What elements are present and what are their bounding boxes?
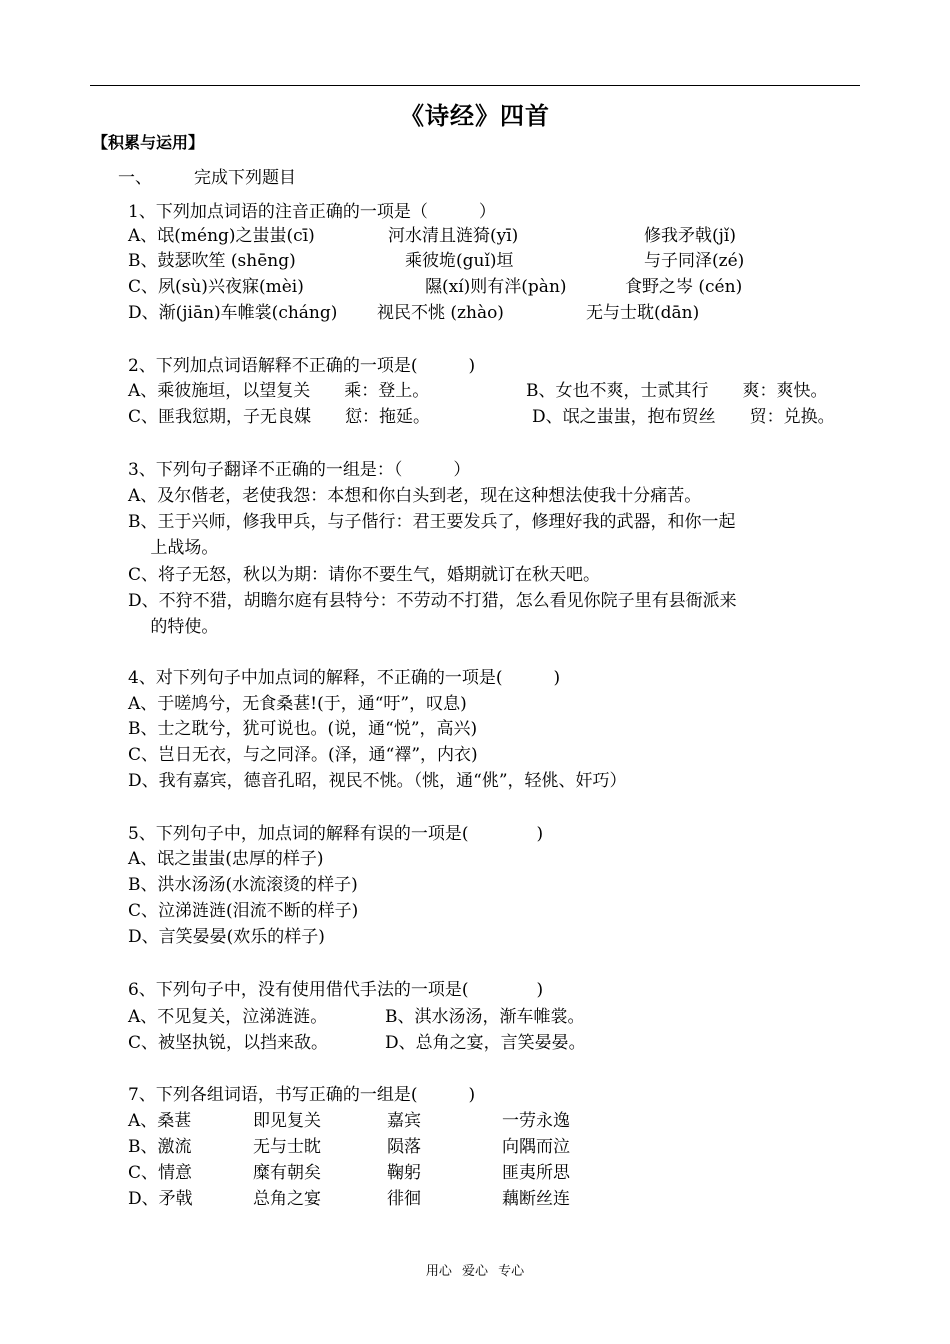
question-7-stem: 7、下列各组词语，书写正确的一组是( )	[128, 1085, 476, 1105]
q3-option-b-cont: 上战场。	[128, 538, 219, 558]
q1-option-a-1: A、氓(méng)之蚩蚩(cī)	[128, 226, 315, 246]
q1-option-a-3: 修我矛戟(jǐ)	[644, 226, 736, 246]
question-1-stem: 1、下列加点词语的注音正确的一项是（ ）	[128, 202, 496, 222]
q7-option-a-2: 即见复关	[253, 1111, 321, 1131]
q4-option-c: C、岂日无衣，与之同泽。(泽，通“襗”，内衣)	[128, 745, 478, 765]
q7-option-d-4: 藕断丝连	[502, 1189, 570, 1209]
question-5-stem: 5、下列句子中，加点词的解释有误的一项是( )	[128, 824, 544, 844]
q5-option-d: D、言笑晏晏(欢乐的样子)	[128, 927, 325, 947]
question-3-stem: 3、下列句子翻译不正确的一组是：（ ）	[128, 460, 471, 480]
q2-option-a: A、乘彼施垣，以望复关 乘：登上。	[128, 381, 430, 401]
q2-option-c: C、匪我愆期，子无良媒 愆：拖延。	[128, 407, 431, 427]
header-rule	[90, 85, 860, 86]
page-footer: 用心 爱心 专心	[425, 1264, 525, 1279]
q6-option-d: D、总角之宴，言笑晏晏。	[385, 1033, 586, 1053]
question-4-stem: 4、对下列句子中加点词的解释，不正确的一项是( )	[128, 668, 561, 688]
q1-option-c-1: C、夙(sù)兴夜寐(mèi)	[128, 277, 304, 297]
q7-option-a-4: 一劳永逸	[502, 1111, 570, 1131]
q6-option-b: B、淇水汤汤，渐车帷裳。	[385, 1007, 585, 1027]
q5-option-b: B、洪水汤汤(水流滚烫的样子)	[128, 875, 358, 895]
q2-option-b: B、女也不爽，士贰其行 爽：爽快。	[526, 381, 828, 401]
q1-option-a-2: 河水清且涟猗(yī)	[388, 226, 519, 246]
q5-option-a: A、氓之蚩蚩(忠厚的样子)	[128, 849, 324, 869]
q1-option-d-1: D、渐(jiān)车帷裳(cháng)	[128, 303, 338, 323]
q3-option-a: A、及尔偕老，老使我怨：本想和你白头到老，现在这种想法使我十分痛苦。	[128, 486, 702, 506]
q7-option-d-2: 总角之宴	[253, 1189, 321, 1209]
q7-option-b-1: B、激流	[128, 1137, 192, 1157]
q4-option-b: B、士之耽兮，犹可说也。(说，通“悦”，高兴)	[128, 719, 478, 739]
q7-option-d-1: D、矛戟	[128, 1189, 193, 1209]
q7-option-b-2: 无与士眈	[253, 1137, 321, 1157]
q6-option-c: C、被坚执锐，以挡来敌。	[128, 1033, 329, 1053]
q1-option-d-3: 无与士耽(dān)	[586, 303, 700, 323]
question-6-stem: 6、下列句子中，没有使用借代手法的一项是( )	[128, 980, 544, 1000]
q2-option-d: D、氓之蚩蚩，抱布贸丝 贸：兑换。	[532, 407, 835, 427]
section-heading: 【积累与运用】	[92, 133, 205, 152]
q4-option-d: D、我有嘉宾，德音孔昭，视民不恌。（恌，通“佻”，轻佻、奸巧）	[128, 771, 627, 791]
q3-option-d-cont: 的特使。	[128, 617, 219, 637]
q1-option-b-1: B、鼓瑟吹笙 (shēng)	[128, 251, 296, 271]
q7-option-b-3: 陨落	[387, 1137, 421, 1157]
question-2-stem: 2、下列加点词语解释不正确的一项是( )	[128, 356, 476, 376]
q7-option-c-1: C、情意	[128, 1163, 193, 1183]
q5-option-c: C、泣涕涟涟(泪流不断的样子)	[128, 901, 359, 921]
q1-option-b-2: 乘彼垝(guǐ)垣	[405, 251, 514, 271]
q7-option-a-1: A、桑葚	[128, 1111, 192, 1131]
q7-option-a-3: 嘉宾	[387, 1111, 421, 1131]
q1-option-c-2: 隰(xí)则有泮(pàn)	[425, 277, 567, 297]
q7-option-c-2: 糜有朝矣	[253, 1163, 321, 1183]
q3-option-d: D、不狩不猎，胡瞻尔庭有县特兮：不劳动不打猎，怎么看见你院子里有县衙派来	[128, 591, 737, 611]
q4-option-a: A、于嗟鸠兮，无食桑葚!(于，通“吁”，叹息)	[128, 694, 467, 714]
page-title: 《诗经》四首	[400, 101, 550, 130]
q7-option-c-4: 匪夷所思	[502, 1163, 570, 1183]
part-heading	[118, 163, 296, 188]
q1-option-b-3: 与子同泽(zé)	[644, 251, 745, 271]
q7-option-d-3: 徘徊	[387, 1189, 421, 1209]
q3-option-b: B、王于兴师，修我甲兵，与子偕行：君王要发兵了，修理好我的武器，和你一起	[128, 512, 736, 532]
q1-option-d-2: 视民不恌 (zhào)	[377, 303, 504, 323]
q1-option-c-3: 食野之岑 (cén)	[625, 277, 743, 297]
q3-option-c: C、将子无怒，秋以为期：请你不要生气，婚期就订在秋天吧。	[128, 565, 601, 585]
part-label: 完成下列题目	[194, 168, 296, 188]
part-number: 一、	[118, 168, 152, 188]
q6-option-a: A、不见复关，泣涕涟涟。	[128, 1007, 328, 1027]
q7-option-b-4: 向隅而泣	[502, 1137, 570, 1157]
q7-option-c-3: 鞠躬	[387, 1163, 421, 1183]
